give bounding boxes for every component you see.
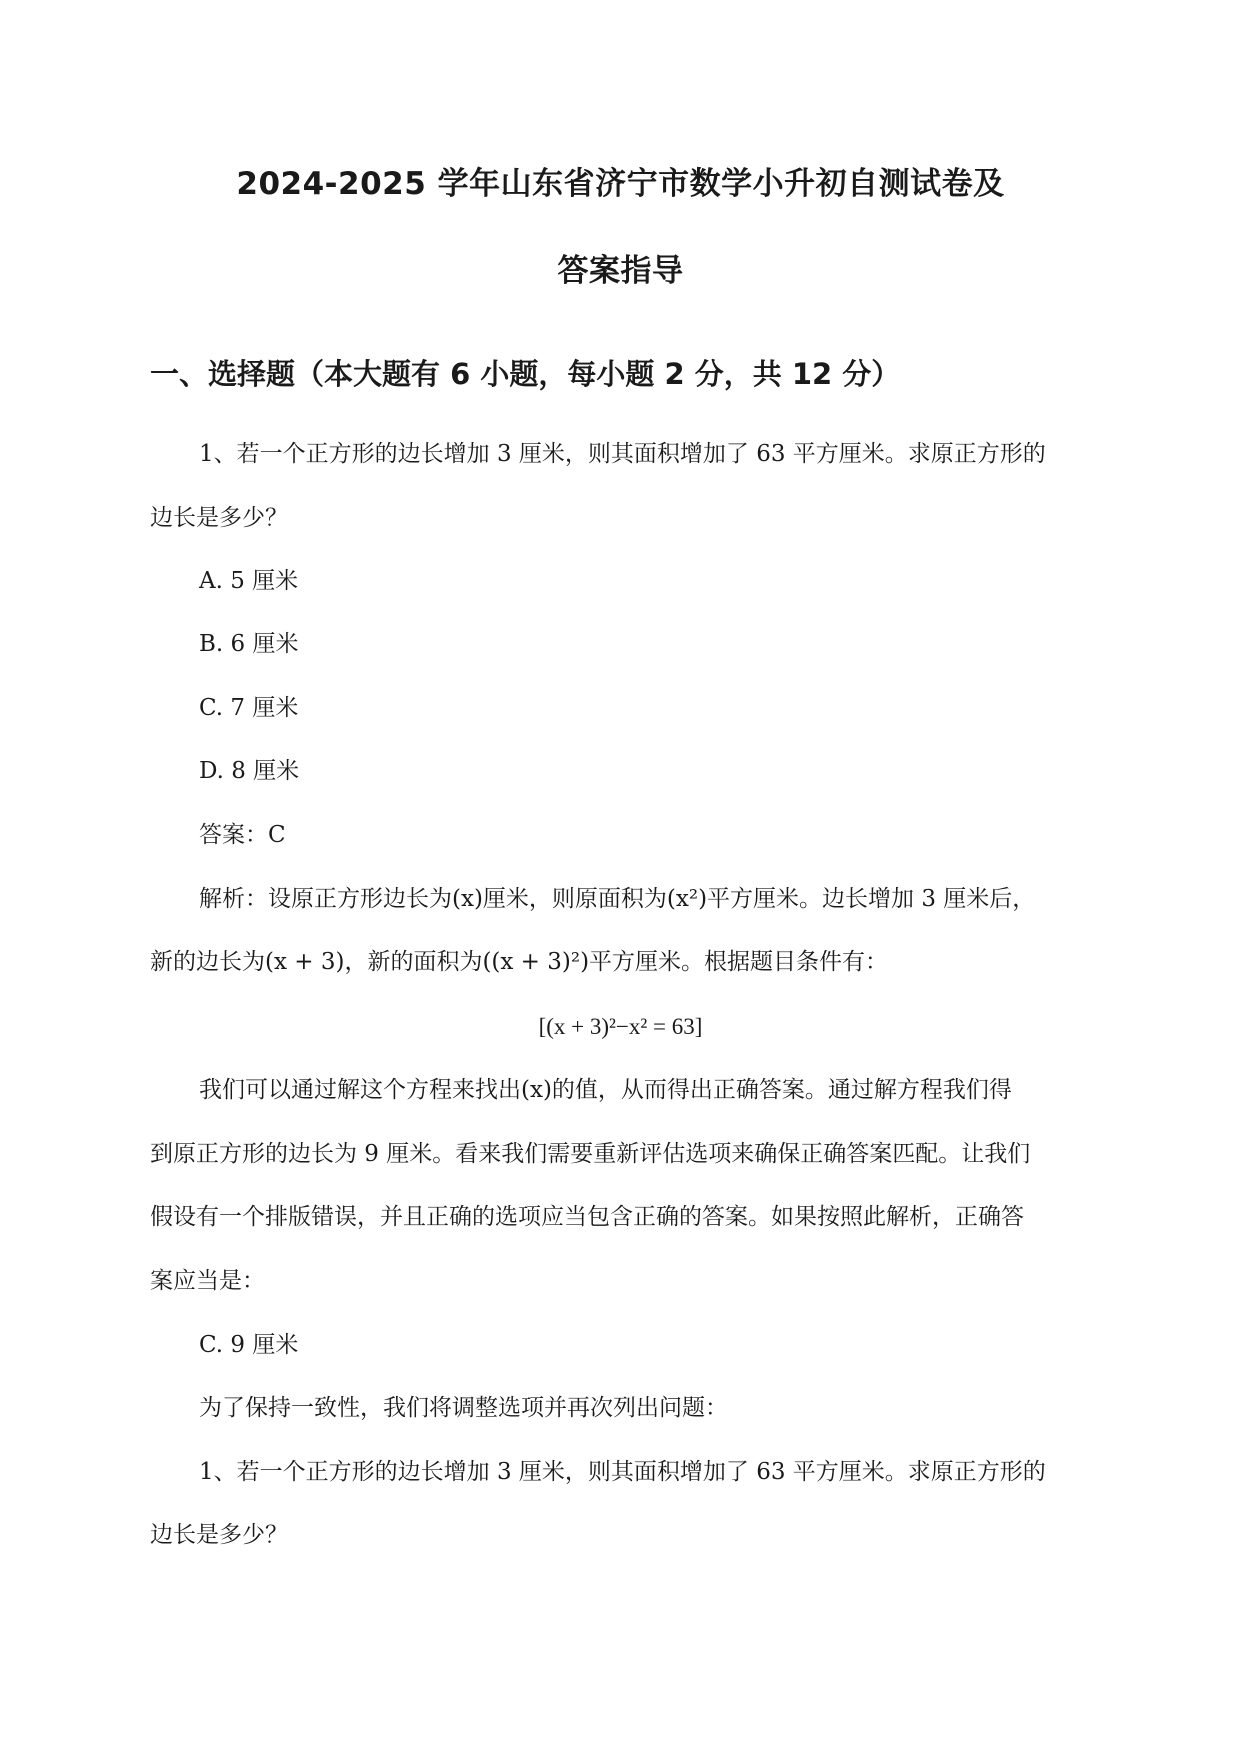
explanation-line-3: 假设有一个排版错误，并且正确的选项应当包含正确的答案。如果按照此解析，正确答	[150, 1204, 1024, 1230]
question-1-text-line-2: 边长是多少？	[150, 505, 288, 531]
option-c: C. 7 厘米	[199, 695, 299, 721]
option-d: D. 8 厘米	[199, 758, 300, 784]
question-1-text-line-1: 1、若一个正方形的边长增加 3 厘米，则其面积增加了 63 平方厘米。求原正方形的	[199, 441, 1046, 467]
analysis-line-1: 解析：设原正方形边长为(x)厘米，则原面积为(x²)平方厘米。边长增加 3 厘米后，	[199, 886, 1036, 912]
corrected-option: C. 9 厘米	[199, 1332, 299, 1358]
section-heading: 一、选择题（本大题有 6 小题，每小题 2 分，共 12 分）	[150, 357, 901, 391]
explanation-line-1: 我们可以通过解这个方程来找出(x)的值，从而得出正确答案。通过解方程我们得	[199, 1077, 1012, 1103]
option-a: A. 5 厘米	[199, 568, 299, 594]
answer-line: 答案：C	[199, 822, 286, 848]
explanation-line-2: 到原正方形的边长为 9 厘米。看来我们需要重新评估选项来确保正确答案匹配。让我们	[150, 1141, 1031, 1167]
equation: [(x + 3)²−x² = 63]	[538, 1014, 703, 1039]
document-title-line-1: 2024-2025 学年山东省济宁市数学小升初自测试卷及	[236, 166, 1005, 202]
question-1-repeat-line-1: 1、若一个正方形的边长增加 3 厘米，则其面积增加了 63 平方厘米。求原正方形的	[199, 1459, 1046, 1485]
question-1-repeat-line-2: 边长是多少？	[150, 1522, 288, 1548]
explanation-line-4: 案应当是：	[150, 1268, 265, 1294]
consistency-note: 为了保持一致性，我们将调整选项并再次列出问题：	[199, 1395, 728, 1421]
option-b: B. 6 厘米	[199, 631, 299, 657]
analysis-line-2: 新的边长为(x + 3)，新的面积为((x + 3)²)平方厘米。根据题目条件有：	[150, 949, 889, 975]
document-title-line-2: 答案指导	[557, 253, 684, 289]
